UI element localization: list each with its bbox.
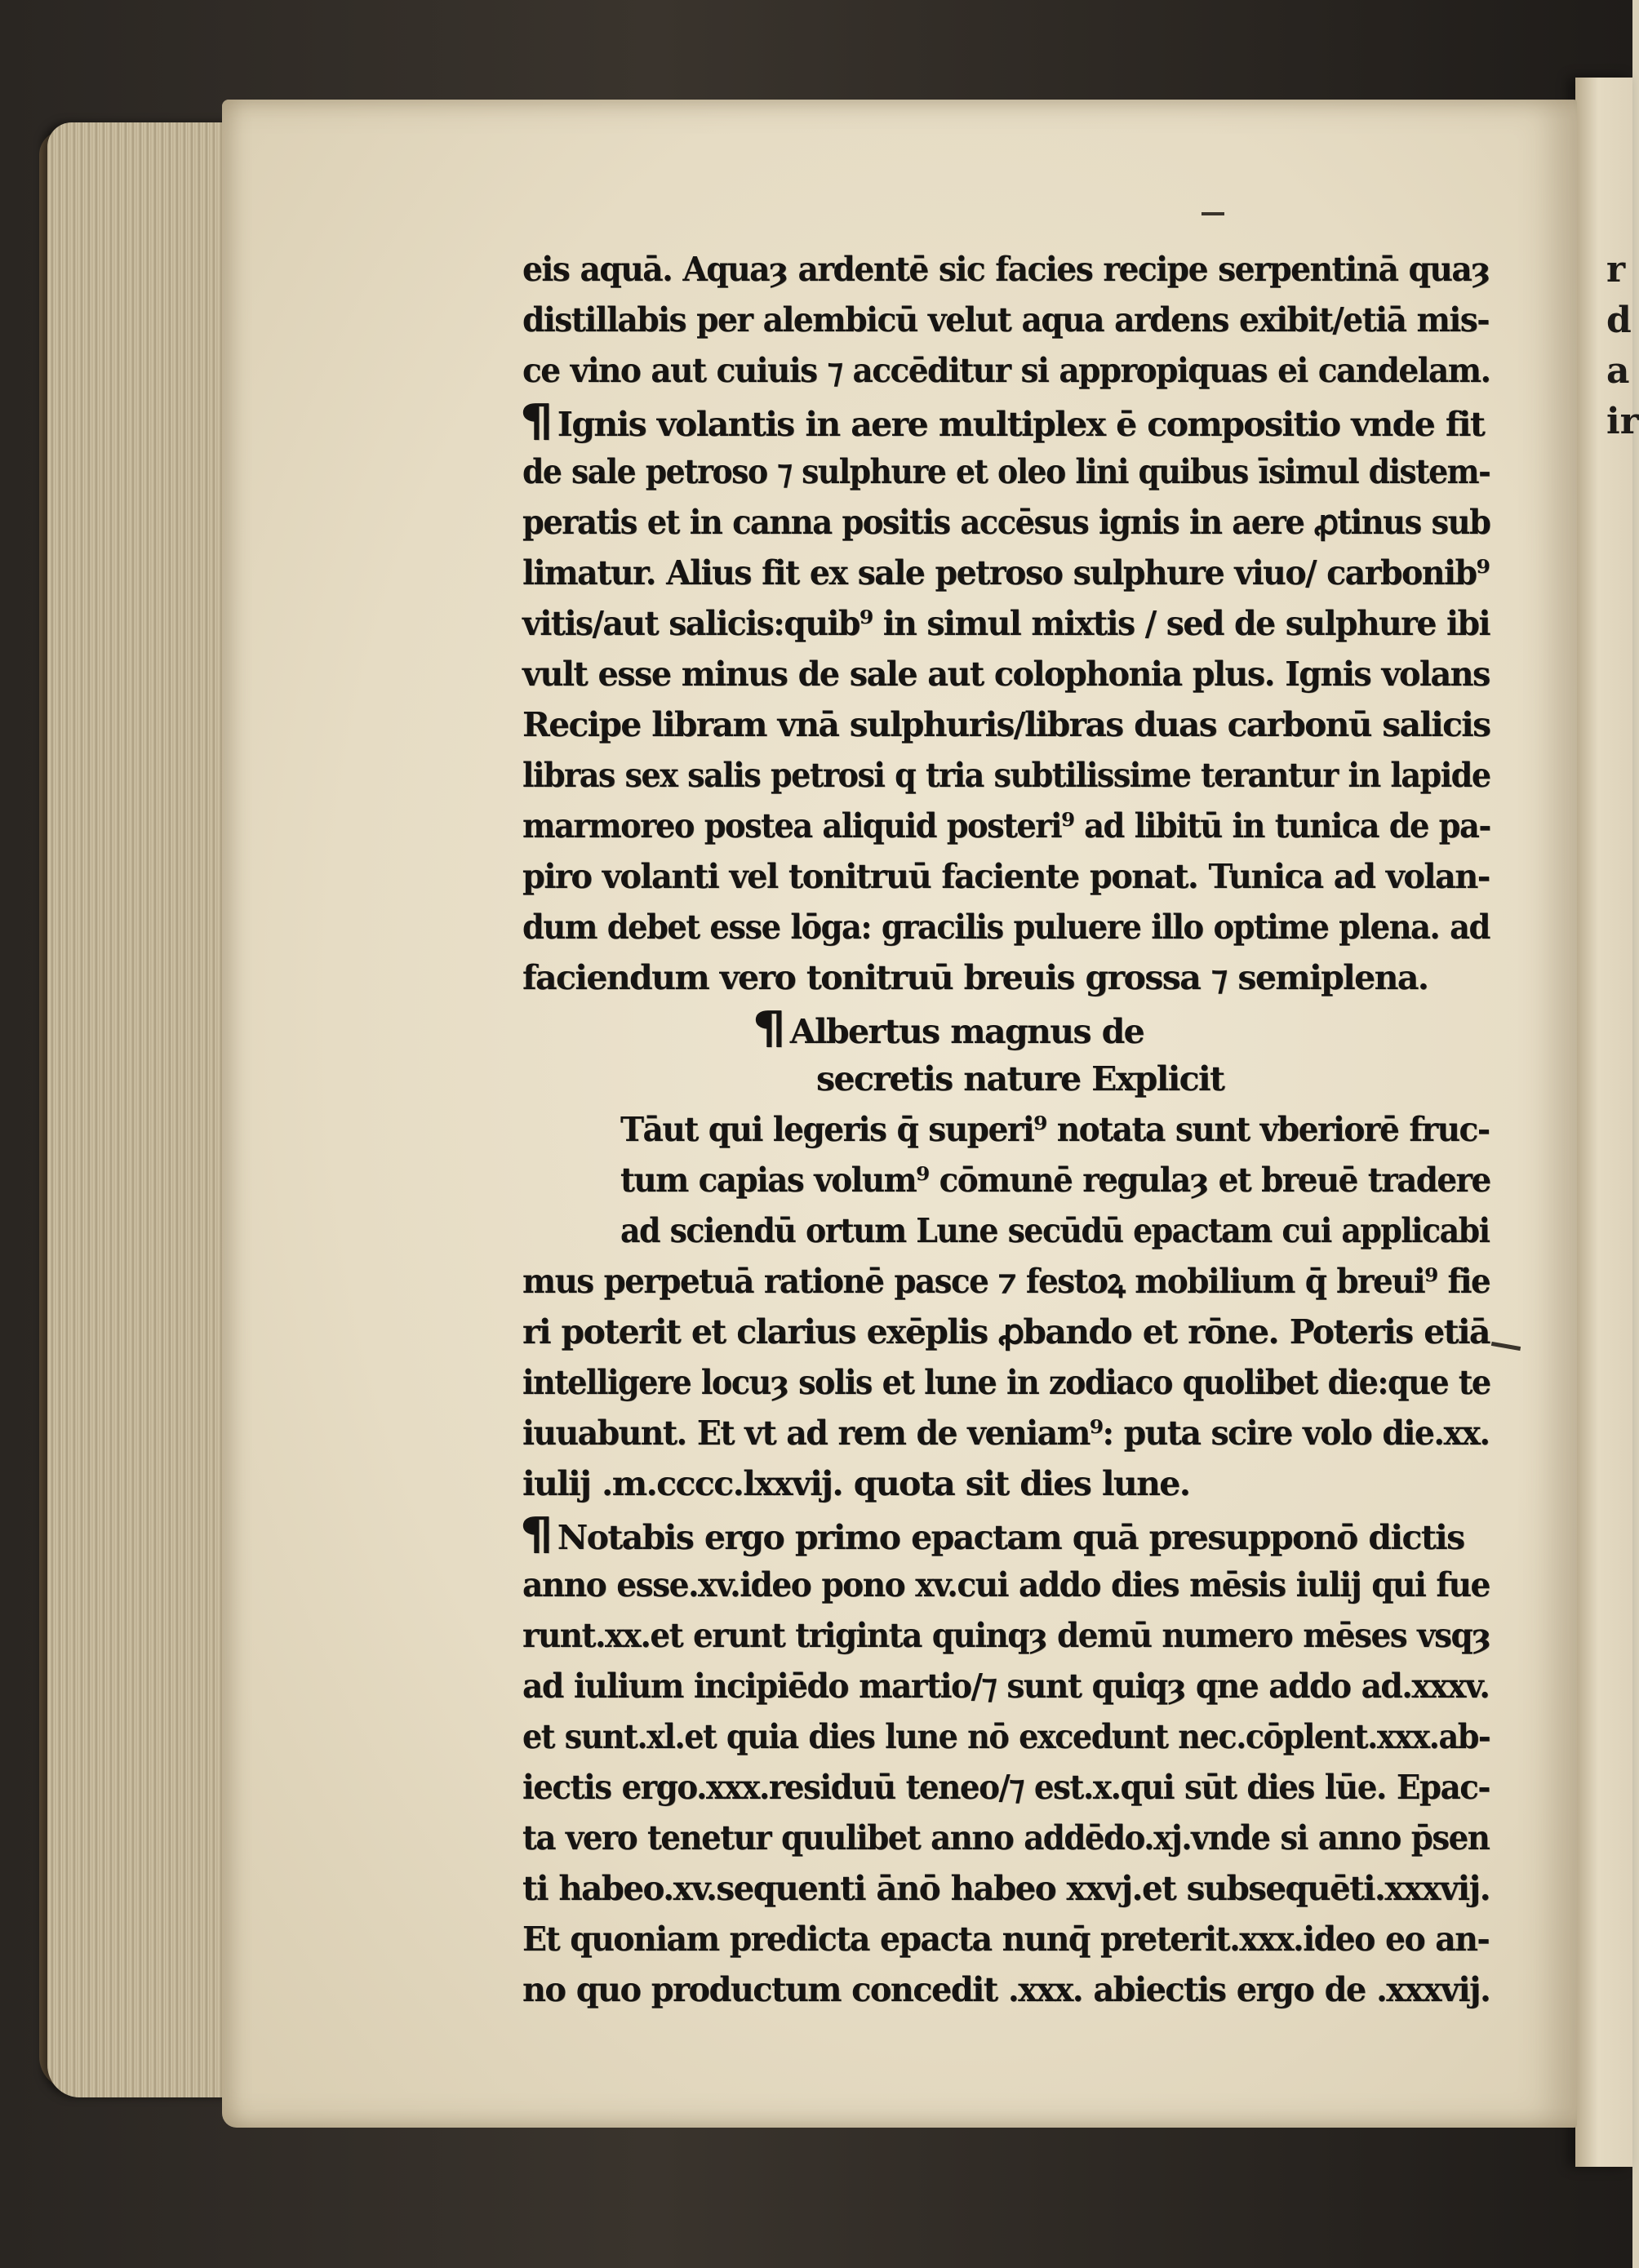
text-line: libras sex salis petrosi q tria subtilissime terantur in lapide (522, 756, 1490, 795)
text-line-content: Albertus magnus de (789, 1012, 1144, 1051)
text-line: vitis/aut salicis:quib⁹ in simul mixtis / sed de sulphure ibi (522, 604, 1490, 643)
facing-page-fragment: ir (1606, 401, 1639, 442)
paragraph-mark: ¶ (519, 1508, 553, 1560)
text-line: de sale petroso ⁊ sulphure et oleo lini quibus īsimul distem- (522, 452, 1490, 491)
text-line: Et quoniam predicta epacta nunq̄ preterit.xxx.ideo eo an- (522, 1920, 1490, 1959)
text-line-content: Notabis ergo primo epactam quā presupponō dictis (557, 1518, 1464, 1557)
facing-page-fragment: a (1606, 350, 1630, 392)
text-line: faciendum vero tonitruū breuis grossa ⁊ semiplena. (522, 958, 1428, 997)
text-line: Tāut qui legeris q̄ superi⁹ notata sunt vberiorē fruc- (620, 1110, 1490, 1149)
text-line: ti habeo.xv.sequenti ānō habeo xxvj.et subsequēti.xxxvij. (522, 1869, 1490, 1908)
text-line: anno esse.xv.ideo pono xv.cui addo dies mēsis iulij qui fue (522, 1565, 1490, 1604)
text-line (519, 395, 1485, 446)
colophon-line (752, 1002, 1144, 1054)
text-line: mus perpetuā rationē pasce ⁊ festoꝝ mobilium q̄ breui⁹ fie (522, 1262, 1490, 1301)
page-stack-edge (47, 122, 251, 2097)
text-line: et sunt.xl.et quia dies lune nō excedunt nec.cōplent.xxx.ab- (522, 1717, 1490, 1756)
text-line: ad sciendū ortum Lune secūdū epactam cui applicabi (620, 1211, 1490, 1250)
text-line: Recipe libram vnā sulphuris/libras duas carbonū salicis (522, 705, 1490, 744)
text-line: iuuabunt. Et vt ad rem de veniam⁹: puta scire volo die.xx. (522, 1414, 1490, 1453)
facing-page-text (1606, 245, 1639, 447)
colophon-line: secretis nature Explicit (816, 1059, 1224, 1098)
text-line (519, 1508, 1464, 1560)
text-line: ce vino aut cuiuis ⁊ accēditur si appropiquas ei candelam. (522, 351, 1490, 390)
text-line: dum debet esse lōga: gracilis puluere illo optime plena. ad (522, 908, 1490, 947)
text-line: piro volanti vel tonitruū faciente ponat. Tunica ad volan- (522, 857, 1490, 896)
text-line: marmoreo postea aliquid posteri⁹ ad libitū in tunica de pa- (522, 806, 1490, 846)
signature-mark (1201, 212, 1224, 215)
text-line: no quo productum concedit .xxx. abiectis ergo de .xxxvij. (522, 1970, 1490, 2009)
text-line-content: Ignis volantis in aere multiplex ē compositio vnde fit (557, 405, 1485, 444)
text-line: iulij .m.cccc.lxxvij. quota sit dies lune. (522, 1464, 1190, 1503)
text-line: intelligere locuȝ solis et lune in zodiaco quolibet die:que te (522, 1363, 1490, 1402)
facing-page-fragment: d (1606, 300, 1632, 341)
text-line: ri poterit et clarius exēplis ꝓbando et rōne. Poteris etiā (522, 1312, 1490, 1351)
text-line: runt.xx.et erunt triginta quinqȝ demū numero mēses vsqȝ (522, 1616, 1490, 1655)
paragraph-mark: ¶ (519, 395, 553, 446)
text-line: iectis ergo.xxx.residuū teneo/⁊ est.x.qui sūt dies lūe. Epac- (522, 1768, 1490, 1807)
paragraph-mark: ¶ (752, 1002, 785, 1054)
text-line: ad iulium incipiēdo martio/⁊ sunt quiqȝ qne addo ad.xxxv. (522, 1667, 1490, 1706)
facing-page-fragment: r (1606, 249, 1626, 291)
text-line: tum capias volum⁹ cōmunē regulaȝ et breuē tradere (620, 1161, 1490, 1200)
text-line: distillabis per alembicū velut aqua ardens exibit/etiā mis- (522, 300, 1490, 340)
text-line: vult esse minus de sale aut colophonia plus. Ignis volans (522, 655, 1490, 694)
text-line: limatur. Alius fit ex sale petroso sulphure viuo/ carbonib⁹ (522, 553, 1490, 593)
text-line: eis aquā. Aquaȝ ardentē sic facies recipe serpentinā quaȝ (522, 250, 1490, 289)
text-line: peratis et in canna positis accēsus ignis in aere ꝓtinus sub (522, 503, 1490, 542)
stray-ink-mark (1491, 1342, 1521, 1351)
text-line: ta vero tenetur quulibet anno addēdo.xj.vnde si anno p̄sen (522, 1818, 1490, 1857)
